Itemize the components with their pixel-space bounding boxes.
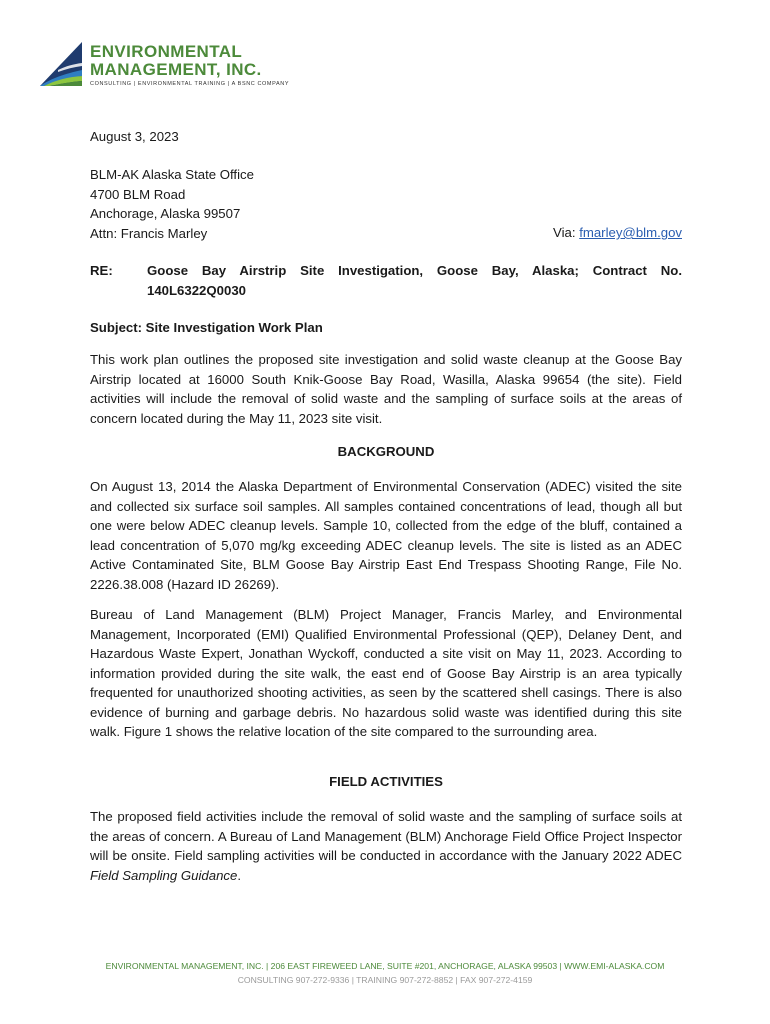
field-activities-paragraph — [90, 807, 682, 885]
recipient-email-link[interactable]: fmarley@blm.gov — [579, 225, 682, 240]
logo-mountain-icon — [38, 40, 88, 88]
background-heading: BACKGROUND — [337, 444, 435, 459]
address-line: 4700 BLM Road — [90, 186, 186, 202]
footer-phones: CONSULTING 907-272-9336 | TRAINING 907-272-8852 | FAX 907-272-4159 — [237, 975, 533, 985]
re-label: RE: — [90, 263, 113, 278]
address-line: BLM-AK Alaska State Office — [90, 167, 254, 182]
intro-paragraph: This work plan outlines the proposed site investigation and solid waste cleanup at the Goose Bay Airstrip located at 16000 South Knik-Goose Bay Road, Wasilla, Alaska 99654 (the site). Field activities will include the removal of solid waste and the sampling of surface soils at the areas of concern located during the May 11, 2023 site visit. — [90, 352, 682, 426]
background-paragraph-2: Bureau of Land Management (BLM) Project Manager, Francis Marley, and Environmental Management, Incorporated (EMI) Qualified Environmental Professional (QEP), Delaney Dent, and Hazardous Waste Expert, Jonathan Wyckoff, conducted a site visit on May 11, 2023. According to information provided during the site walk, the east end of Goose Bay Airstrip is an area typically frequented for unauthorized shooting activities, as seen by the scattered shell casings. There is also evidence of burning and garbage debris. No hazardous solid waste was identified during this site walk. Figure 1 shows the relative location of the site compared to the surrounding area. — [90, 607, 682, 739]
company-logo — [38, 40, 298, 96]
logo-tagline: CONSULTING | ENVIRONMENTAL TRAINING | A BSNC COMPANY — [90, 81, 290, 87]
re-line-1: Goose Bay Airstrip Site Investigation, Goose Bay, Alaska; Contract No. — [147, 263, 682, 278]
field-text: The proposed field activities include the removal of solid waste and the sampling of surface soils at the areas of concern. A Bureau of Land Management (BLM) Anchorage Field Office Project Inspector will be onsite. Field sampling activities will be conducted in accordance with the January 2022 ADEC — [90, 809, 682, 863]
via-label: Via: — [553, 225, 580, 240]
field-guidance-title: Field Sampling Guidance — [90, 867, 238, 883]
re-subject-line — [147, 261, 682, 300]
field-text-end: . — [237, 867, 242, 883]
footer-address: ENVIRONMENTAL MANAGEMENT, INC. | 206 EAST FIREWEED LANE, SUITE #201, ANCHORAGE, ALASKA 99503 | WWW.EMI-ALASKA.COM — [105, 961, 665, 971]
address-line: Anchorage, Alaska 99507 — [90, 206, 241, 221]
logo-name-line1: ENVIRONMENTAL — [90, 42, 243, 61]
delivery-method — [553, 223, 682, 243]
field-activities-heading: FIELD ACTIVITIES — [329, 774, 443, 789]
letter-date: August 3, 2023 — [90, 129, 179, 144]
subject-line: Subject: Site Investigation Work Plan — [90, 320, 323, 335]
logo-name-line2: MANAGEMENT, INC. — [90, 60, 262, 79]
address-line: Attn: Francis Marley — [90, 225, 208, 241]
background-paragraph-1: On August 13, 2014 the Alaska Department of Environmental Conservation (ADEC) visited the site and collected six surface soil samples. All samples contained concentrations of lead, though all but one were below ADEC cleanup levels. Sample 10, collected from the edge of the bluff, contained a lead concentration of 5,070 mg/kg exceeding ADEC cleanup levels. The site is listed as an ADEC Active Contaminated Site, BLM Goose Bay Airstrip East End Trespass Shooting Range, File No. 2226.38.008 (Hazard ID 26269). — [90, 479, 682, 592]
re-line-2: 140L6322Q0030 — [147, 282, 246, 298]
